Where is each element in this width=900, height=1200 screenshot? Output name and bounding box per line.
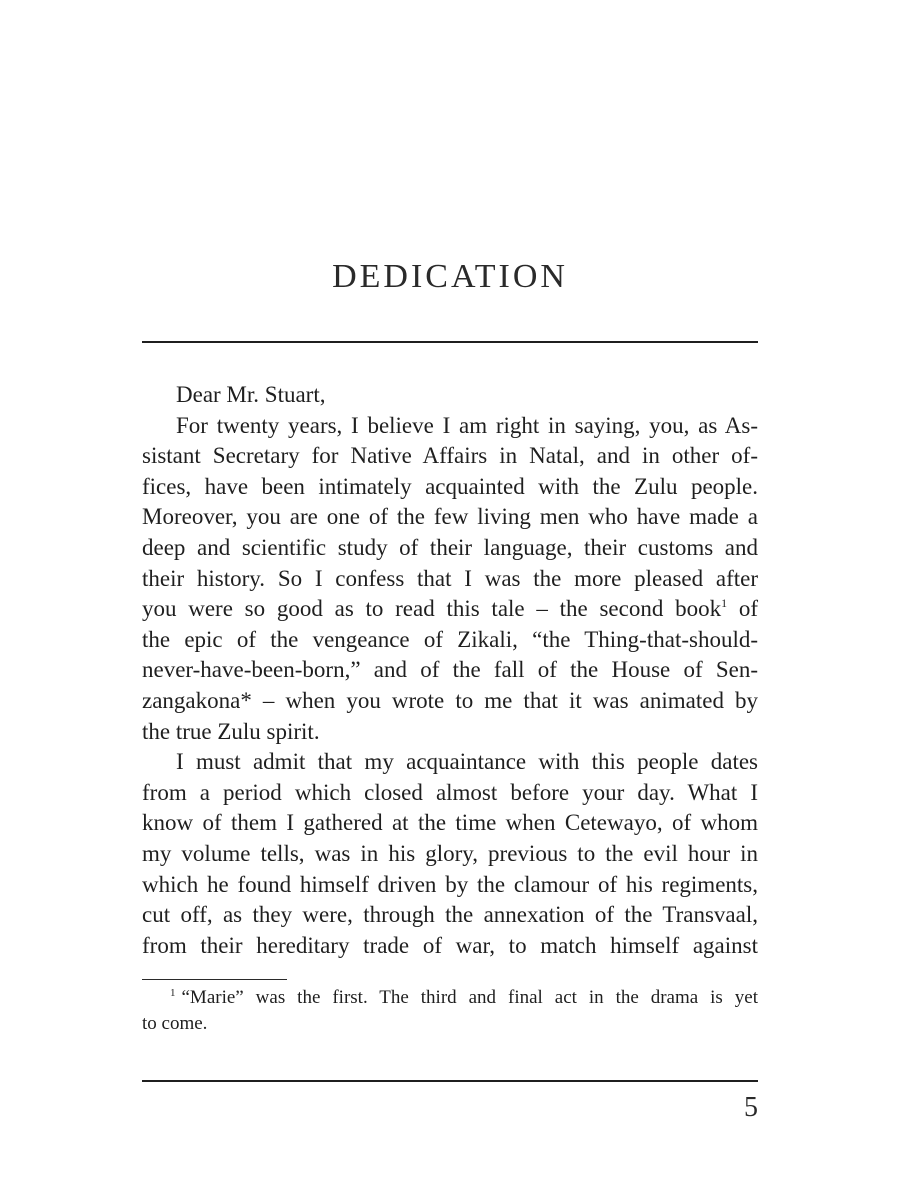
top-rule bbox=[142, 341, 758, 343]
bottom-rule bbox=[142, 1080, 758, 1082]
page-heading: DEDICATION bbox=[332, 258, 568, 295]
salutation-line: Dear Mr. Stuart, bbox=[176, 382, 326, 407]
footnote-rule bbox=[142, 979, 287, 980]
body-line: know of them I gathered at the time when Cetewayo, of whom bbox=[142, 810, 758, 836]
dedication-body bbox=[142, 380, 758, 961]
body-line: deep and scientific study of their language, their customs and bbox=[142, 534, 758, 560]
page-number: 5 bbox=[744, 1092, 758, 1123]
body-line: from their hereditary trade of war, to match himself against bbox=[142, 932, 758, 958]
footnote-mark: 1 bbox=[170, 987, 176, 999]
body-line: never-have-been-born,” and of the fall of the House of Sen- bbox=[142, 657, 758, 683]
footnote bbox=[142, 985, 758, 1037]
body-line: which he found himself driven by the clamour of his regiments, bbox=[142, 871, 758, 897]
footnote-reference[interactable]: 1 bbox=[721, 596, 728, 611]
body-line: I must admit that my acquaintance with this people dates bbox=[176, 749, 758, 775]
body-line bbox=[142, 594, 758, 625]
body-line: the true Zulu spirit. bbox=[142, 718, 320, 744]
body-line: their history. So I confess that I was the more pleased after bbox=[142, 565, 758, 591]
body-line: Moreover, you are one of the few living men who have made a bbox=[142, 504, 758, 530]
body-line: from a period which closed almost before your day. What I bbox=[142, 779, 758, 805]
body-line: fices, have been intimately acquainted with the Zulu people. bbox=[142, 473, 758, 499]
body-line: the epic of the vengeance of Zikali, “the Thing-that-should- bbox=[142, 626, 758, 652]
body-line: my volume tells, was in his glory, previous to the evil hour in bbox=[142, 840, 758, 866]
body-line: sistant Secretary for Native Affairs in Natal, and in other of- bbox=[142, 443, 758, 469]
body-line-text: of bbox=[738, 596, 758, 622]
footnote-text: “Marie” was the first. The third and final act in the drama is yet bbox=[181, 987, 758, 1008]
body-line: zangakona* – when you wrote to me that it was animated by bbox=[142, 687, 758, 713]
body-line: cut off, as they were, through the annexation of the Transvaal, bbox=[142, 902, 758, 928]
body-line-text: you were so good as to read this tale – the second book bbox=[142, 596, 722, 622]
body-line: For twenty years, I believe I am right in saying, you, as As- bbox=[176, 412, 758, 438]
footnote-line: to come. bbox=[142, 1013, 208, 1034]
footnote-line bbox=[142, 985, 758, 1011]
